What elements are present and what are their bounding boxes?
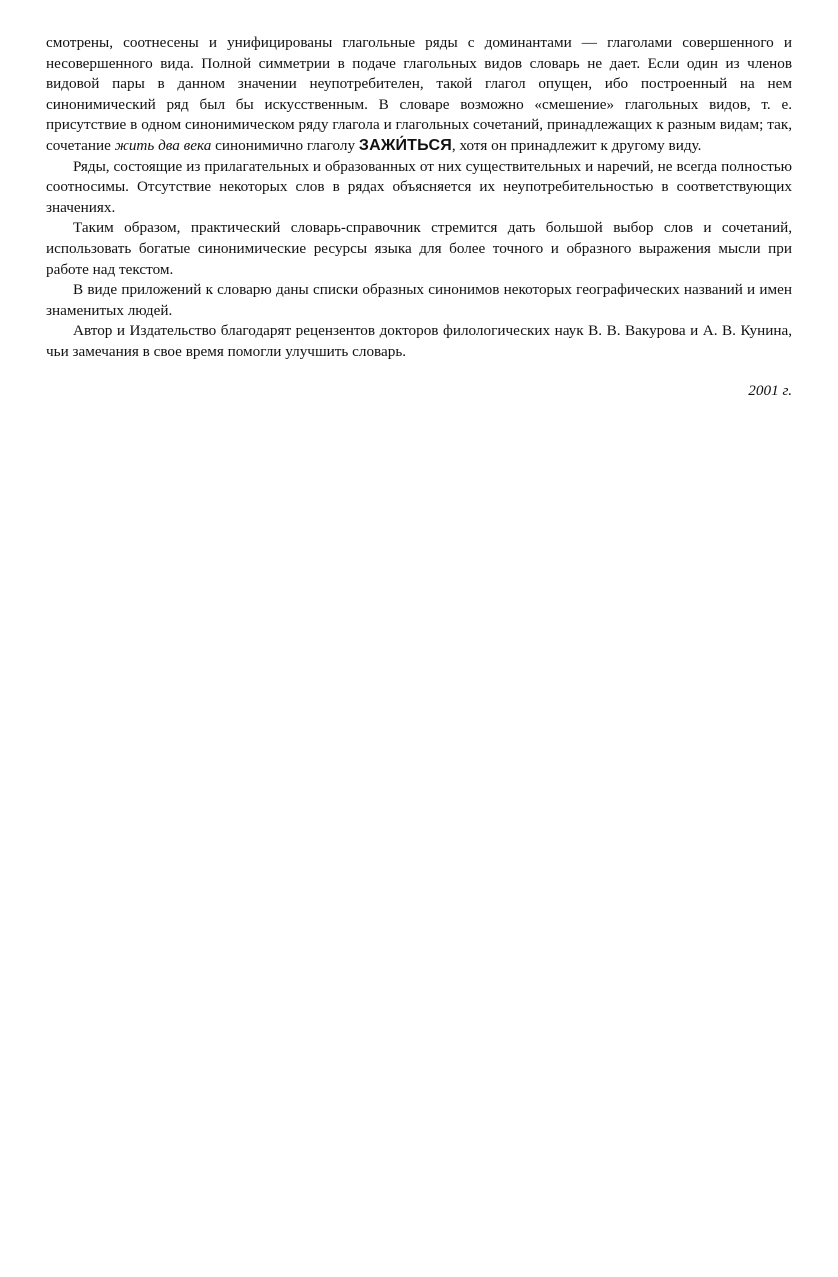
paragraph-appendices: В виде приложений к словарю даны списки образных синонимов некоторых географических названий и имен знаменитых людей.	[46, 281, 792, 319]
paragraph-purpose: Таким образом, практический словарь-справочник стремится дать большой выбор слов и сочетаний, использовать богатые синонимические ресурсы языка для более точного и образного выражения мысли при работе над текстом.	[46, 219, 792, 278]
paragraph-text: синонимично глаголу	[211, 136, 359, 154]
paragraph-text: , хотя он принадлежит к другому виду.	[451, 136, 702, 154]
paragraph-adjectives: Ряды, состоящие из прилагательных и образованных от них существительных и наречий, не всегда полностью соотносимы. Отсутствие некоторых слов в рядах объясняется их неупотребительностью в соответствующих значениях.	[46, 157, 792, 216]
paragraph-acknowledgements: Автор и Издательство благодарят рецензентов докторов филологических наук В. В. Вакурова и А. В. Кунина, чьи замечания в свое время помогли улучшить словарь.	[46, 322, 792, 360]
example-phrase: жить два века	[114, 136, 212, 154]
document-page	[46, 33, 792, 401]
paragraph-text: смотрены, соотнесены и унифицированы глагольные ряды с доминантами — глаголами совершенного и несовершенного вида. Полной симметрии в подаче глагольных видов словарь не дает. Если один из членов видовой пары в данном значении неупотребителен, такой глагол опущен, ибо построенный на нем синонимический ряд был бы искусственным. В словаре возможно «смешение» глагольных видов, т. е. присутствие в одном синонимическом ряду глагола и глагольных сочетаний, принадлежащих к разным видам; так, сочетание	[46, 34, 792, 154]
headword: ЗАЖИ́ТЬСЯ	[358, 136, 452, 154]
paragraph-verb-aspects	[46, 33, 792, 157]
date-line: 2001 г.	[748, 381, 792, 399]
